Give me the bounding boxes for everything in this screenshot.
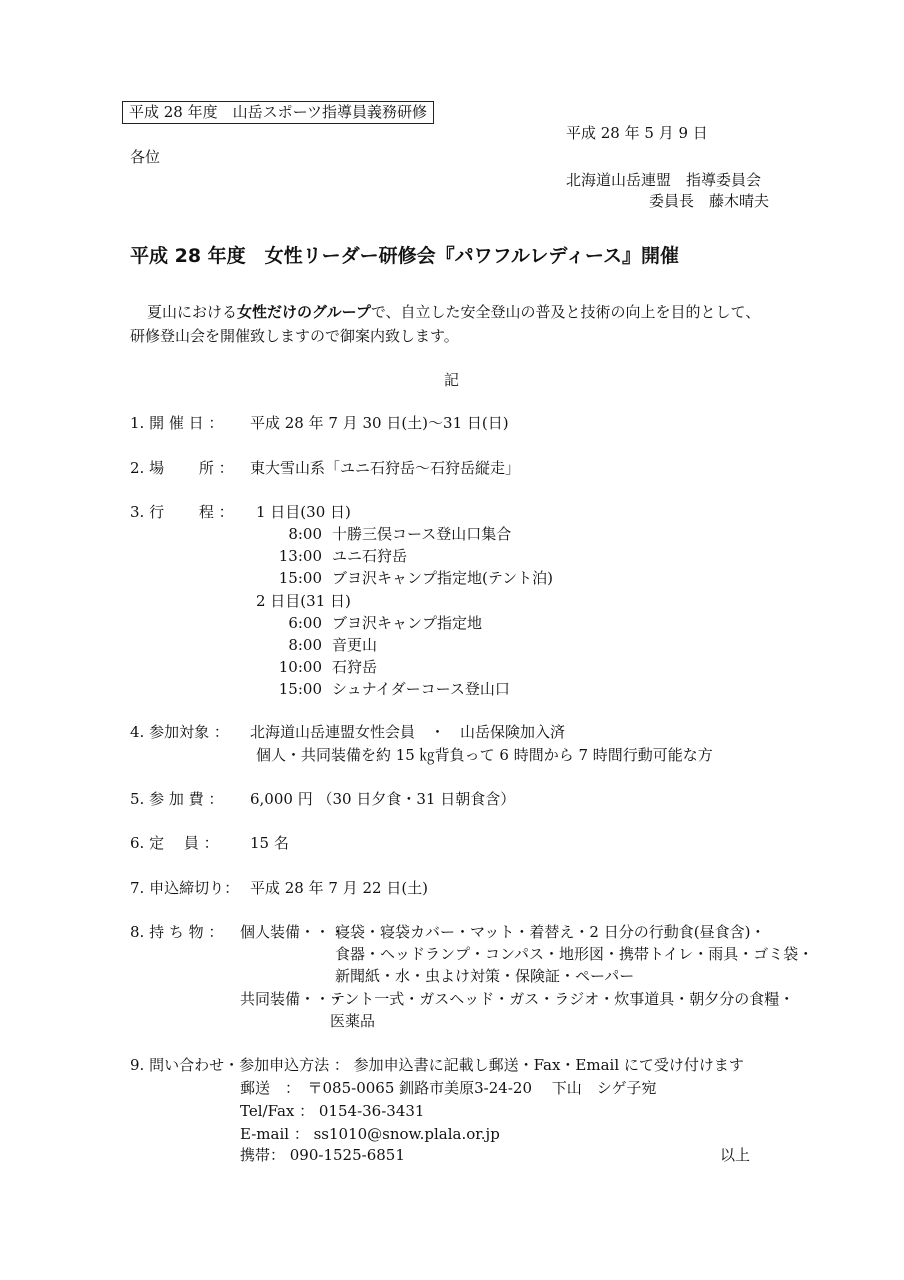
intro-line-2: 研修登山会を開催致しますので御案内致します。 — [130, 327, 459, 345]
contact-telfax: Tel/Fax ： 0154-36-3431 — [240, 1102, 425, 1120]
personal-gear-label: 個人装備・・・ — [240, 923, 346, 941]
shared-gear-label: 共同装備・・・ — [240, 990, 346, 1008]
issue-date: 平成 28 年 5 月 9 日 — [566, 124, 708, 142]
item-place-value: 東大雪山系「ユニ石狩岳～石狩岳縦走」 — [250, 459, 521, 477]
recipient: 各位 — [130, 148, 161, 166]
schedule-desc: ブヨ沢キャンプ指定地(テント泊) — [332, 569, 553, 587]
personal-gear-line: 新聞紙・水・虫よけ対策・保険証・ペーパー — [335, 967, 635, 985]
item-deadline-label: 7. 申込締切り： — [130, 879, 240, 897]
item-deadline-value: 平成 28 年 7 月 22 日(土) — [250, 879, 429, 897]
ki-marker: 記 — [444, 371, 460, 389]
shared-gear-line: 医薬品 — [330, 1012, 376, 1030]
schedule-day-1: 1 日目(30 日) — [256, 503, 351, 521]
schedule-time: 8:00 — [288, 525, 322, 543]
intro-line-1-a: 夏山における — [147, 303, 238, 321]
item-target-label: 4. 参加対象 ： — [130, 723, 229, 741]
schedule-desc: ブヨ沢キャンプ指定地 — [332, 614, 483, 632]
item-belongings-label: 8. 持 ち 物 ： — [130, 923, 224, 941]
closing-mark: 以上 — [720, 1146, 751, 1164]
sender-organization: 北海道山岳連盟 指導委員会 — [566, 171, 762, 189]
schedule-desc: シュナイダーコース登山口 — [332, 680, 510, 698]
schedule-time: 8:00 — [288, 636, 322, 654]
schedule-time: 10:00 — [278, 658, 322, 676]
page-title: 平成 28 年度 女性リーダー研修会『パワフルレディース』開催 — [130, 245, 679, 267]
item-fee-value: 6,000 円 （30 日夕食・31 日朝食含） — [250, 790, 516, 808]
contact-mobile: 携帯： 090-1525-6851 — [240, 1146, 405, 1164]
item-schedule-label: 3. 行 程 ： — [130, 503, 234, 521]
schedule-desc: 十勝三俣コース登山口集合 — [332, 525, 512, 543]
schedule-desc: 音更山 — [332, 636, 378, 654]
item-fee-label: 5. 参 加 費 ： — [130, 790, 224, 808]
item-date-label: 1. 開 催 日 ： — [130, 414, 224, 432]
item-capacity-value: 15 名 — [250, 834, 289, 852]
schedule-time: 6:00 — [288, 614, 322, 632]
item-place-label: 2. 場 所 ： — [130, 459, 234, 477]
schedule-day-2: 2 日目(31 日) — [256, 592, 351, 610]
item-target-line-2: 個人・共同装備を約 15 ㎏背負って 6 時間から 7 時間行動可能な方 — [256, 746, 713, 764]
intro-emphasis: 女性だけのグループ — [237, 303, 371, 321]
item-capacity-label: 6. 定 員 ： — [130, 834, 219, 852]
schedule-time: 15:00 — [278, 569, 322, 587]
contact-email: E-mail ： ss1010@snow.plala.or.jp — [240, 1125, 500, 1143]
item-target-line-1: 北海道山岳連盟女性会員 ・ 山岳保険加入済 — [250, 723, 566, 741]
schedule-desc: ユニ石狩岳 — [332, 547, 408, 565]
contact-mail: 郵送 ： 〒085-0065 釧路市美原3-24-20 下山 シゲ子宛 — [240, 1079, 657, 1097]
item-date-value: 平成 28 年 7 月 30 日(土)～31 日(日) — [250, 414, 509, 432]
intro-line-1-b: で、自立した安全登山の普及と技術の向上を目的として、 — [370, 303, 761, 321]
schedule-desc: 石狩岳 — [332, 658, 378, 676]
sender-person: 委員長 藤木晴夫 — [649, 192, 770, 210]
training-label-box — [122, 101, 434, 124]
personal-gear-line: 食器・ヘッドランプ・コンパス・地形図・携帯トイレ・雨具・ゴミ袋・ — [335, 945, 814, 963]
item-contact-label: 9. 問い合わせ・参加申込方法 ： 参加申込書に記載し郵送・Fax・Email にて受け付けます — [130, 1056, 744, 1074]
shared-gear-line: テント一式・ガスヘッド・ガス・ラジオ・炊事道具・朝夕分の食糧・ — [330, 990, 795, 1008]
intro-line-1 — [147, 305, 760, 320]
training-label: 平成 28 年度 山岳スポーツ指導員義務研修 — [129, 103, 428, 121]
personal-gear-line: 寝袋・寝袋カバー・マット・着替え・2 日分の行動食(昼食含)・ — [335, 923, 766, 941]
schedule-time: 15:00 — [278, 680, 322, 698]
schedule-time: 13:00 — [278, 547, 322, 565]
